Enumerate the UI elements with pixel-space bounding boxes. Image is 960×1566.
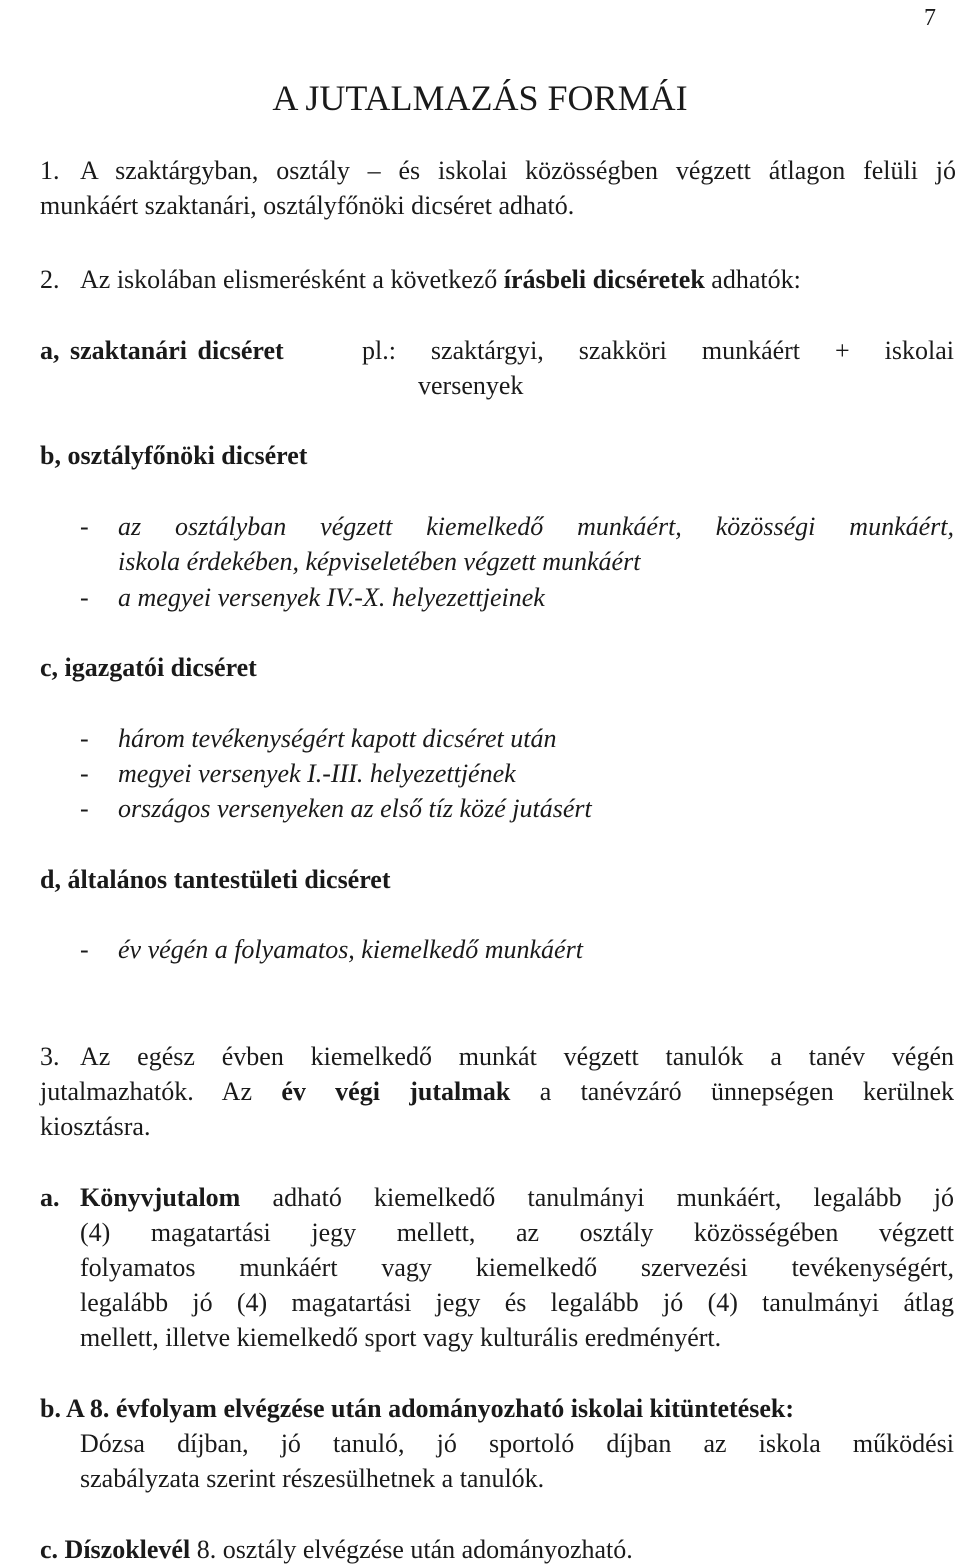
item1-line1: A szaktárgyban, osztály – és iskolai közösségben végzett átlagon felüli jó — [80, 156, 956, 185]
section-c-dash-3: - — [80, 794, 89, 823]
item2-number: 2. — [40, 265, 60, 294]
reward-a-line2: (4) magatartási jegy mellett, az osztály közösségében végzett — [80, 1218, 954, 1247]
item2-text-pre: Az iskolában elismerésként a következő — [80, 265, 504, 294]
section-a-pl: pl.: szaktárgyi, szakköri munkáért + iskolai — [362, 336, 954, 365]
section-d-label: d, általános tantestületi dicséret — [40, 865, 391, 894]
item2-text — [80, 267, 801, 293]
reward-a-label: a. — [40, 1183, 60, 1212]
section-a-cont: versenyek — [418, 371, 524, 400]
reward-a-line3: folyamatos munkáért vagy kiemelkedő szervezési tevékenységért, — [80, 1253, 954, 1282]
item1-line2: munkáért szaktanári, osztályfőnöki dicséret adható. — [40, 191, 575, 220]
section-c-item1: három tevékenységért kapott dicséret után — [118, 724, 557, 753]
section-c-item3: országos versenyeken az első tíz közé jutásért — [118, 794, 592, 823]
section-b-dash-1: - — [80, 512, 89, 541]
section-b-item2: a megyei versenyek IV.-X. helyezettjeinek — [118, 583, 545, 612]
section-d-dash-1: - — [80, 935, 89, 964]
item3-line1: Az egész évben kiemelkedő munkát végzett tanulók a tanév végén — [80, 1042, 954, 1071]
item2-text-bold: írásbeli dicséretek — [503, 265, 705, 294]
section-b-item1-line1: az osztályban végzett kiemelkedő munkáért, közösségi munkáért, — [118, 512, 954, 541]
item1-number: 1. — [40, 156, 60, 185]
section-c-dash-2: - — [80, 759, 89, 788]
section-c-item2: megyei versenyek I.-III. helyezettjének — [118, 759, 516, 788]
reward-c-line — [40, 1537, 633, 1563]
item3-line2-bold: év végi jutalmak — [281, 1077, 511, 1106]
reward-b-line1: Dózsa díjban, jó tanuló, jó sportoló díjban az iskola működési — [80, 1429, 954, 1458]
reward-b-line2: szabályzata szerint részesülhetnek a tanulók. — [80, 1464, 545, 1493]
section-a-label: a, szaktanári dicséret — [40, 336, 284, 365]
reward-a-line4: legalább jó (4) magatartási jegy és legalább jó (4) tanulmányi átlag — [80, 1288, 954, 1317]
page-title: A JUTALMAZÁS FORMÁI — [272, 78, 688, 118]
reward-a-bold: Könyvjutalom — [80, 1183, 241, 1212]
section-b-item1-line2: iskola érdekében, képviseletében végzett munkáért — [118, 547, 641, 576]
item3-line2-pre: jutalmazhatók. Az — [40, 1077, 282, 1106]
section-c-label: c, igazgatói dicséret — [40, 653, 257, 682]
reward-c-bold: c. Díszoklevél — [40, 1535, 191, 1564]
page-number: 7 — [924, 5, 936, 31]
section-c-dash-1: - — [80, 724, 89, 753]
item2-text-post: adhatók: — [704, 265, 801, 294]
section-b-dash-2: - — [80, 583, 89, 612]
item3-line3: kiosztásra. — [40, 1112, 151, 1141]
reward-c-post: 8. osztály elvégzése után adományozható. — [190, 1535, 633, 1564]
item3-number: 3. — [40, 1042, 60, 1071]
reward-a-line5: mellett, illetve kiemelkedő sport vagy kulturális eredményért. — [80, 1323, 722, 1352]
section-b-label: b, osztályfőnöki dicséret — [40, 441, 308, 470]
reward-a-line1-post: adható kiemelkedő tanulmányi munkáért, legalább jó — [240, 1183, 954, 1212]
item3-line2 — [40, 1079, 954, 1105]
reward-a-line1 — [80, 1185, 954, 1211]
item3-line2-post: a tanévzáró ünnepségen kerülnek — [510, 1077, 954, 1106]
reward-b-heading: b. A 8. évfolyam elvégzése után adományozható iskolai kitüntetések: — [40, 1394, 794, 1423]
section-d-item1: év végén a folyamatos, kiemelkedő munkáért — [118, 935, 583, 964]
